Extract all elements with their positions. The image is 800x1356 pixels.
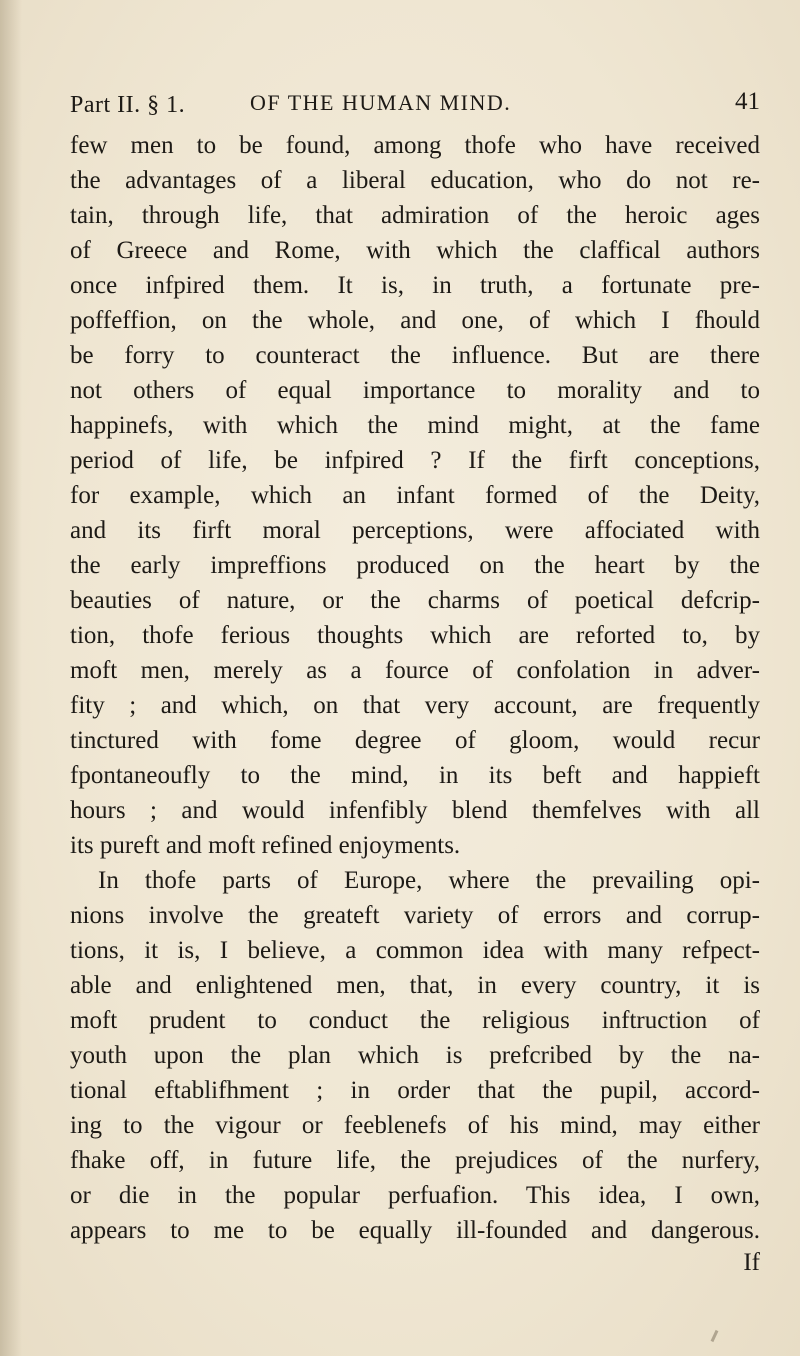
paragraph-start-line: In thofe parts of Europe, where the prevailing opi- [98, 867, 760, 894]
text-line: moft men, merely as a fource of confolation in adver- [70, 657, 760, 684]
text-line: not others of equal importance to morality and to [70, 377, 760, 404]
catchword: If [743, 1249, 760, 1276]
text-line: hours ; and would infenfibly blend themfelves with all [70, 797, 760, 824]
text-line: or die in the popular perfuafion. This idea, I own, [70, 1182, 760, 1209]
text-line: of Greece and Rome, with which the claffical authors [70, 237, 760, 264]
text-line: tional eftablifhment ; in order that the pupil, accord- [70, 1077, 760, 1104]
text-line: once infpired them. It is, in truth, a fortunate pre- [70, 272, 760, 299]
text-line: able and enlightened men, that, in every country, it is [70, 972, 760, 999]
text-line: fity ; and which, on that very account, are frequently [70, 692, 760, 719]
text-line: happinefs, with which the mind might, at the fame [70, 412, 760, 439]
body-text [70, 128, 760, 1248]
text-line: tinctured with fome degree of gloom, would recur [70, 727, 760, 754]
text-line: appears to me to be equally ill-founded and dangerous. [70, 1217, 760, 1244]
text-line: and its firft moral perceptions, were affociated with [70, 517, 760, 544]
header-title: OF THE HUMAN MIND. [250, 90, 512, 115]
text-line: fpontaneoufly to the mind, in its beft and happieft [70, 762, 760, 789]
text-line: beauties of nature, or the charms of poetical defcrip- [70, 587, 760, 614]
text-line: nions involve the greateft variety of errors and corrup- [70, 902, 760, 929]
text-line: fhake off, in future life, the prejudices of the nurfery, [70, 1147, 760, 1174]
text-line: moft prudent to conduct the religious inftruction of [70, 1007, 760, 1034]
text-line: period of life, be infpired ? If the firft conceptions, [70, 447, 760, 474]
text-line: few men to be found, among thofe who have received [70, 132, 760, 159]
text-line: ing to the vigour or feeblenefs of his mind, may either [70, 1112, 760, 1139]
text-line: the early impreffions produced on the heart by the [70, 552, 760, 579]
header-part-section: Part II. § 1. [70, 92, 186, 118]
text-line: for example, which an infant formed of the Deity, [70, 482, 760, 509]
text-line: youth upon the plan which is prefcribed by the na- [70, 1042, 760, 1069]
binding-shadow [0, 0, 22, 1356]
text-line: tion, thofe ferious thoughts which are reforted to, by [70, 622, 760, 649]
text-line: be forry to counteract the influence. But are there [70, 342, 760, 369]
paragraph-end-line: its pureft and moft refined enjoyments. [70, 832, 461, 859]
paper-speck [711, 1330, 719, 1342]
text-line: tions, it is, I believe, a common idea with many refpect- [70, 937, 760, 964]
text-line: the advantages of a liberal education, who do not re- [70, 167, 760, 194]
page-number: 41 [735, 88, 760, 115]
text-line: tain, through life, that admiration of the heroic ages [70, 202, 760, 229]
running-header [70, 86, 760, 122]
text-line: poffeffion, on the whole, and one, of which I fhould [70, 307, 760, 334]
